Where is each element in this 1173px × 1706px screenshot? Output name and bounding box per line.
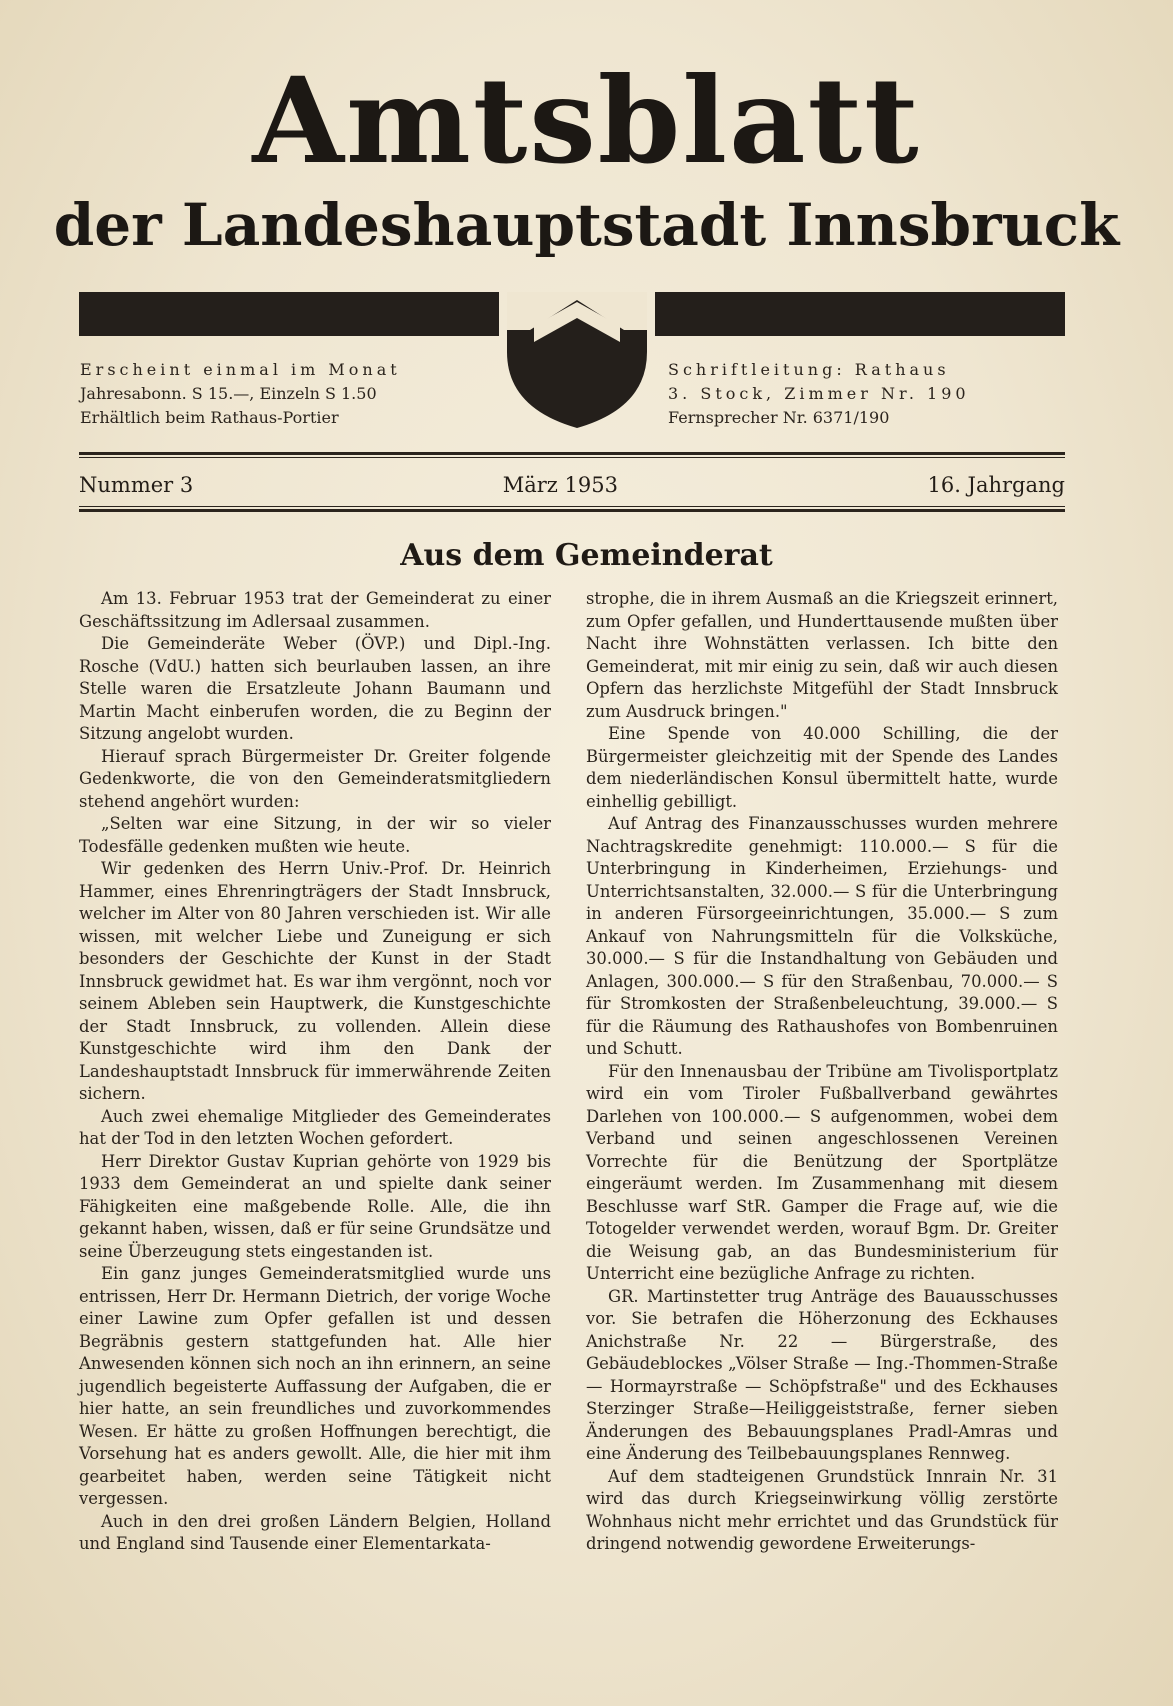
subscription-info [80,358,460,430]
masthead-bar-right [655,292,1065,336]
masthead-bar-left [79,292,499,336]
paragraph: Eine Spende von 40.000 Schilling, die der Bürgermeister gleichzeitig mit der Spende des Landes dem niederländischen Konsul übermittelt hatte, wurde einhellig gebilligt. [586,724,1058,811]
rule-bottom [79,509,1065,512]
paragraph: Auf dem stadteigenen Grundstück Innrain Nr. 31 wird das durch Kriegseinwirkung völlig zerstörte Wohnhaus nicht mehr errichtet und das Grundstück für dringend notwendig gewordene Erweiterungs- [586,1466,1058,1553]
paragraph: Ein ganz junges Gemeinderatsmitglied wurde uns entrissen, Herr Dr. Hermann Dietrich, der vorige Woche einer Lawine zum Opfer gefallen ist und dessen Begräbnis gestern stattgefunden hat. Alle hier Anwesenden können sich noch an ihn erinnern, an seine jugendlich begeisterte Auffassung der Aufgaben, die er hier hatte, an sein freundliches und zuvorkommendes Wesen. Er hätte zu großen Hoffnungen berechtigt, die Vorsehung hat es anders gewollt. Alle, die hier mit ihm gearbeitet haben, werden seine Tätigkeit nicht vergessen. [79,1264,551,1508]
paragraph: Herr Direktor Gustav Kuprian gehörte von 1929 bis 1933 dem Gemeinderat an und spielte dank seiner Fähigkeiten eine maßgebende Rolle. Alle, die ihn gekannt haben, wissen, daß er für seine Grundsätze und seine Überzeugung stets eingestanden ist. [79,1151,551,1261]
subscription-price: Jahresabonn. S 15.—, Einzeln S 1.50 [80,384,377,403]
editorial-office: Schriftleitung: Rathaus [668,360,950,379]
telephone: Fernsprecher Nr. 6371/190 [668,408,890,427]
paragraph-continuation: strophe, die in ihrem Ausmaß an die Kriegszeit erinnert, zum Opfer gefallen, und Hunderttausende mußten über Nacht ihre Wohnstätten verlassen. Ich bitte den Gemeinderat, mit mir einig zu sein, daß wir auch diesen Opfern das herzlichste Mitgefühl der Stadt Innsbruck zum Ausdruck bringen." [586,589,1058,721]
paragraph: Die Gemeinderäte Weber (ÖVP.) und Dipl.-Ing. Rosche (VdU.) hatten sich beurlauben lassen, an ihre Stelle waren die Ersatzleute Johann Baumann und Martin Macht einberufen worden, die zu Beginn der Sitzung angelobt wurden. [79,634,551,743]
issue-volume: 16. Jahrgang [927,473,1065,497]
rule-top [79,452,1065,455]
issue-number: Nummer 3 [79,473,194,497]
issue-date: März 1953 [502,473,618,497]
article-heading: Aus dem Gemeinderat [400,538,773,573]
paragraph: Wir gedenken des Herrn Univ.-Prof. Dr. Heinrich Hammer, eines Ehrenringträgers der Stadt Innsbruck, welcher im Alter von 80 Jahren verschieden ist. Wir alle wissen, mit welcher Liebe und Zuneigung er sich besonders der Geschichte der Kunst in der Stadt Innsbruck gewidmet hat. Es war ihm vergönnt, noch vor seinem Ableben sein Hauptwerk, die Kunstgeschichte der Stadt Innsbruck, zu vollenden. Allein diese Kunstgeschichte wird ihm den Dank der Landeshauptstadt Innsbruck für immerwährende Zeiten sichern. [79,859,551,1103]
paragraph: Am 13. Februar 1953 trat der Gemeinderat zu einer Geschäftssitzung im Adlersaal zusammen. [79,589,551,631]
paragraph: Hierauf sprach Bürgermeister Dr. Greiter folgende Gedenkworte, die von den Gemeinderatsmitgliedern stehend angehört wurden: [79,746,551,811]
issue-line [79,470,1065,500]
article-column-left [79,588,551,1556]
paragraph: Auch zwei ehemalige Mitglieder des Gemeinderates hat der Tod in den letzten Wochen gefordert. [79,1106,551,1148]
paragraph: Auch in den drei großen Ländern Belgien, Holland und England sind Tausende einer Elementarkata- [79,1511,551,1553]
coat-of-arms-shield-icon [504,290,650,430]
paragraph: GR. Martinstetter trug Anträge des Bauausschusses vor. Sie betrafen die Höherzonung des Eckhauses Anichstraße Nr. 22 — Bürgerstraße, des Gebäudeblockes „Völser Straße — Ing.-Thommen-Straße — Hormayrstraße — Schöpfstraße" und des Eckhauses Sterzinger Straße—Heiliggeiststraße, ferner sieben Änderungen des Bebauungsplanes Pradl-Amras und eine Änderung des Teilbebauungsplanes Rennweg. [586,1286,1058,1463]
paragraph: Auf Antrag des Finanzausschusses wurden mehrere Nachtragskredite genehmigt: 110.000.— S für die Unterbringung in Kinderheimen, Erziehungs- und Unterrichtsanstalten, 32.000.— S für die Unterbringung in anderen Fürsorgeeinrichtungen, 35.000.— S zum Ankauf von Nahrungsmitteln für die Volksküche, 30.000.— S für die Instandhaltung von Gebäuden und Anlagen, 300.000.— S für den Straßenbau, 70.000.— S für Stromkosten der Straßenbeleuchtung, 39.000.— S für die Räumung des Rathaushofes von Bombenruinen und Schutt. [586,814,1058,1058]
masthead-title: Amtsblatt [252,51,921,190]
rule-top-thin [79,457,1065,458]
paragraph: Für den Innenausbau der Tribüne am Tivolisportplatz wird ein vom Tiroler Fußballverband gewährtes Darlehen von 100.000.— S aufgenommen, wobei dem Verband und seinen angeschlossenen Vereinen Vorrechte für die Benützung der Sportplätze eingeräumt werden. Im Zusammenhang mit diesem Beschlusse warf StR. Gamper die Frage auf, wie die Totogelder verwendet werden, worauf Bgm. Dr. Greiter die Weisung gab, an das Bundesministerium für Unterricht eine bezügliche Anfrage zu richten. [586,1061,1058,1283]
editorial-info [668,358,1068,430]
masthead-subtitle: der Landeshauptstadt Innsbruck [53,191,1120,259]
paragraph: „Selten war eine Sitzung, in der wir so vieler Todesfälle gedenken mußten wie heute. [79,814,551,856]
office-room: 3. Stock, Zimmer Nr. 190 [668,384,970,403]
availability: Erhältlich beim Rathaus-Portier [80,408,339,427]
rule-bottom-thin [79,506,1065,507]
publication-frequency: Erscheint einmal im Monat [80,360,401,379]
article-column-right [586,588,1058,1556]
